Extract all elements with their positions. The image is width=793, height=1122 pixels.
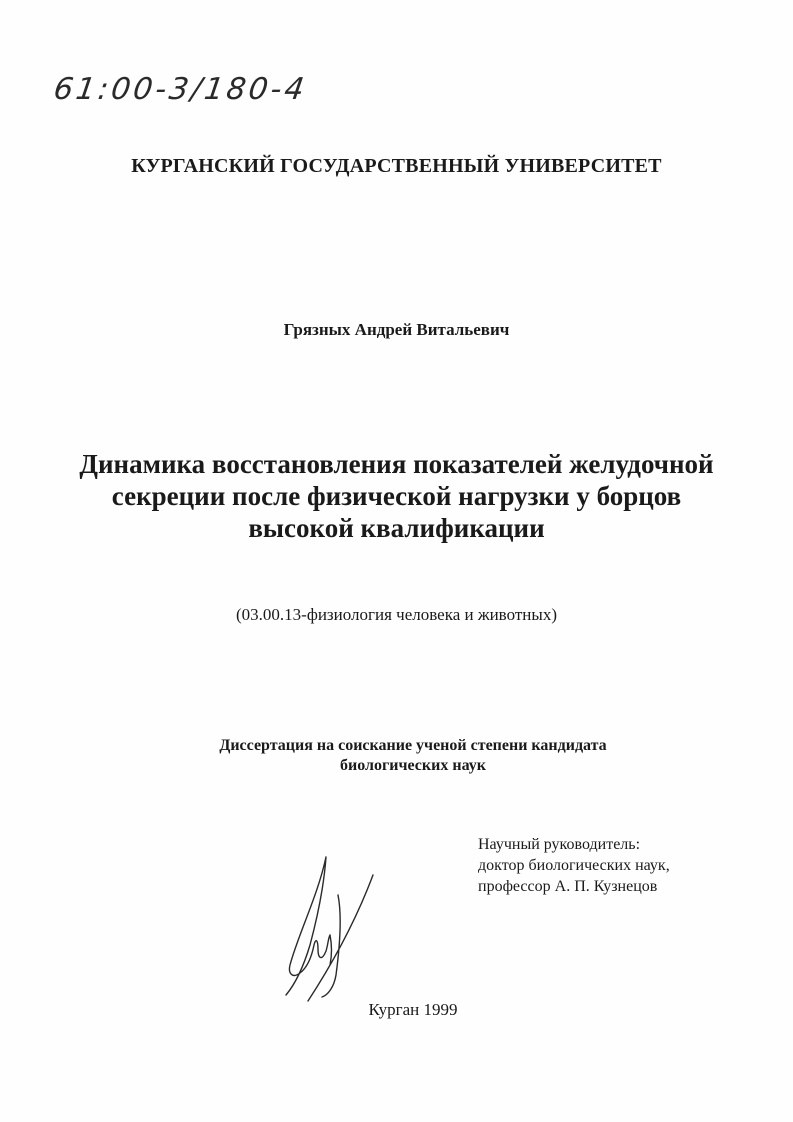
supervisor-label: Научный руководитель: <box>478 836 641 853</box>
dissertation-title <box>60 448 733 544</box>
title-line: высокой квалификации <box>248 513 545 543</box>
supervisor-name: профессор А. П. Кузнецов <box>478 878 658 895</box>
author-name: Грязных Андрей Витальевич <box>283 320 510 339</box>
supervisor-block <box>478 834 670 897</box>
archive-code-handwritten: 61:00-3/180-4 <box>51 72 310 107</box>
title-line: секреции после физической нагрузки у борцов <box>111 481 682 511</box>
degree-line: биологических наук <box>340 757 486 774</box>
title-line: Динамика восстановления показателей желудочной <box>79 449 714 479</box>
specialty-code: (03.00.13-физиология человека и животных) <box>236 605 557 624</box>
signature-icon <box>278 855 378 1003</box>
degree-statement <box>0 736 793 776</box>
degree-line: Диссертация на соискание ученой степени кандидата <box>219 737 607 754</box>
university-name: КУРГАНСКИЙ ГОСУДАРСТВЕННЫЙ УНИВЕРСИТЕТ <box>131 155 662 177</box>
city-year: Курган 1999 <box>368 1000 458 1019</box>
supervisor-degree: доктор биологических наук, <box>478 857 670 874</box>
